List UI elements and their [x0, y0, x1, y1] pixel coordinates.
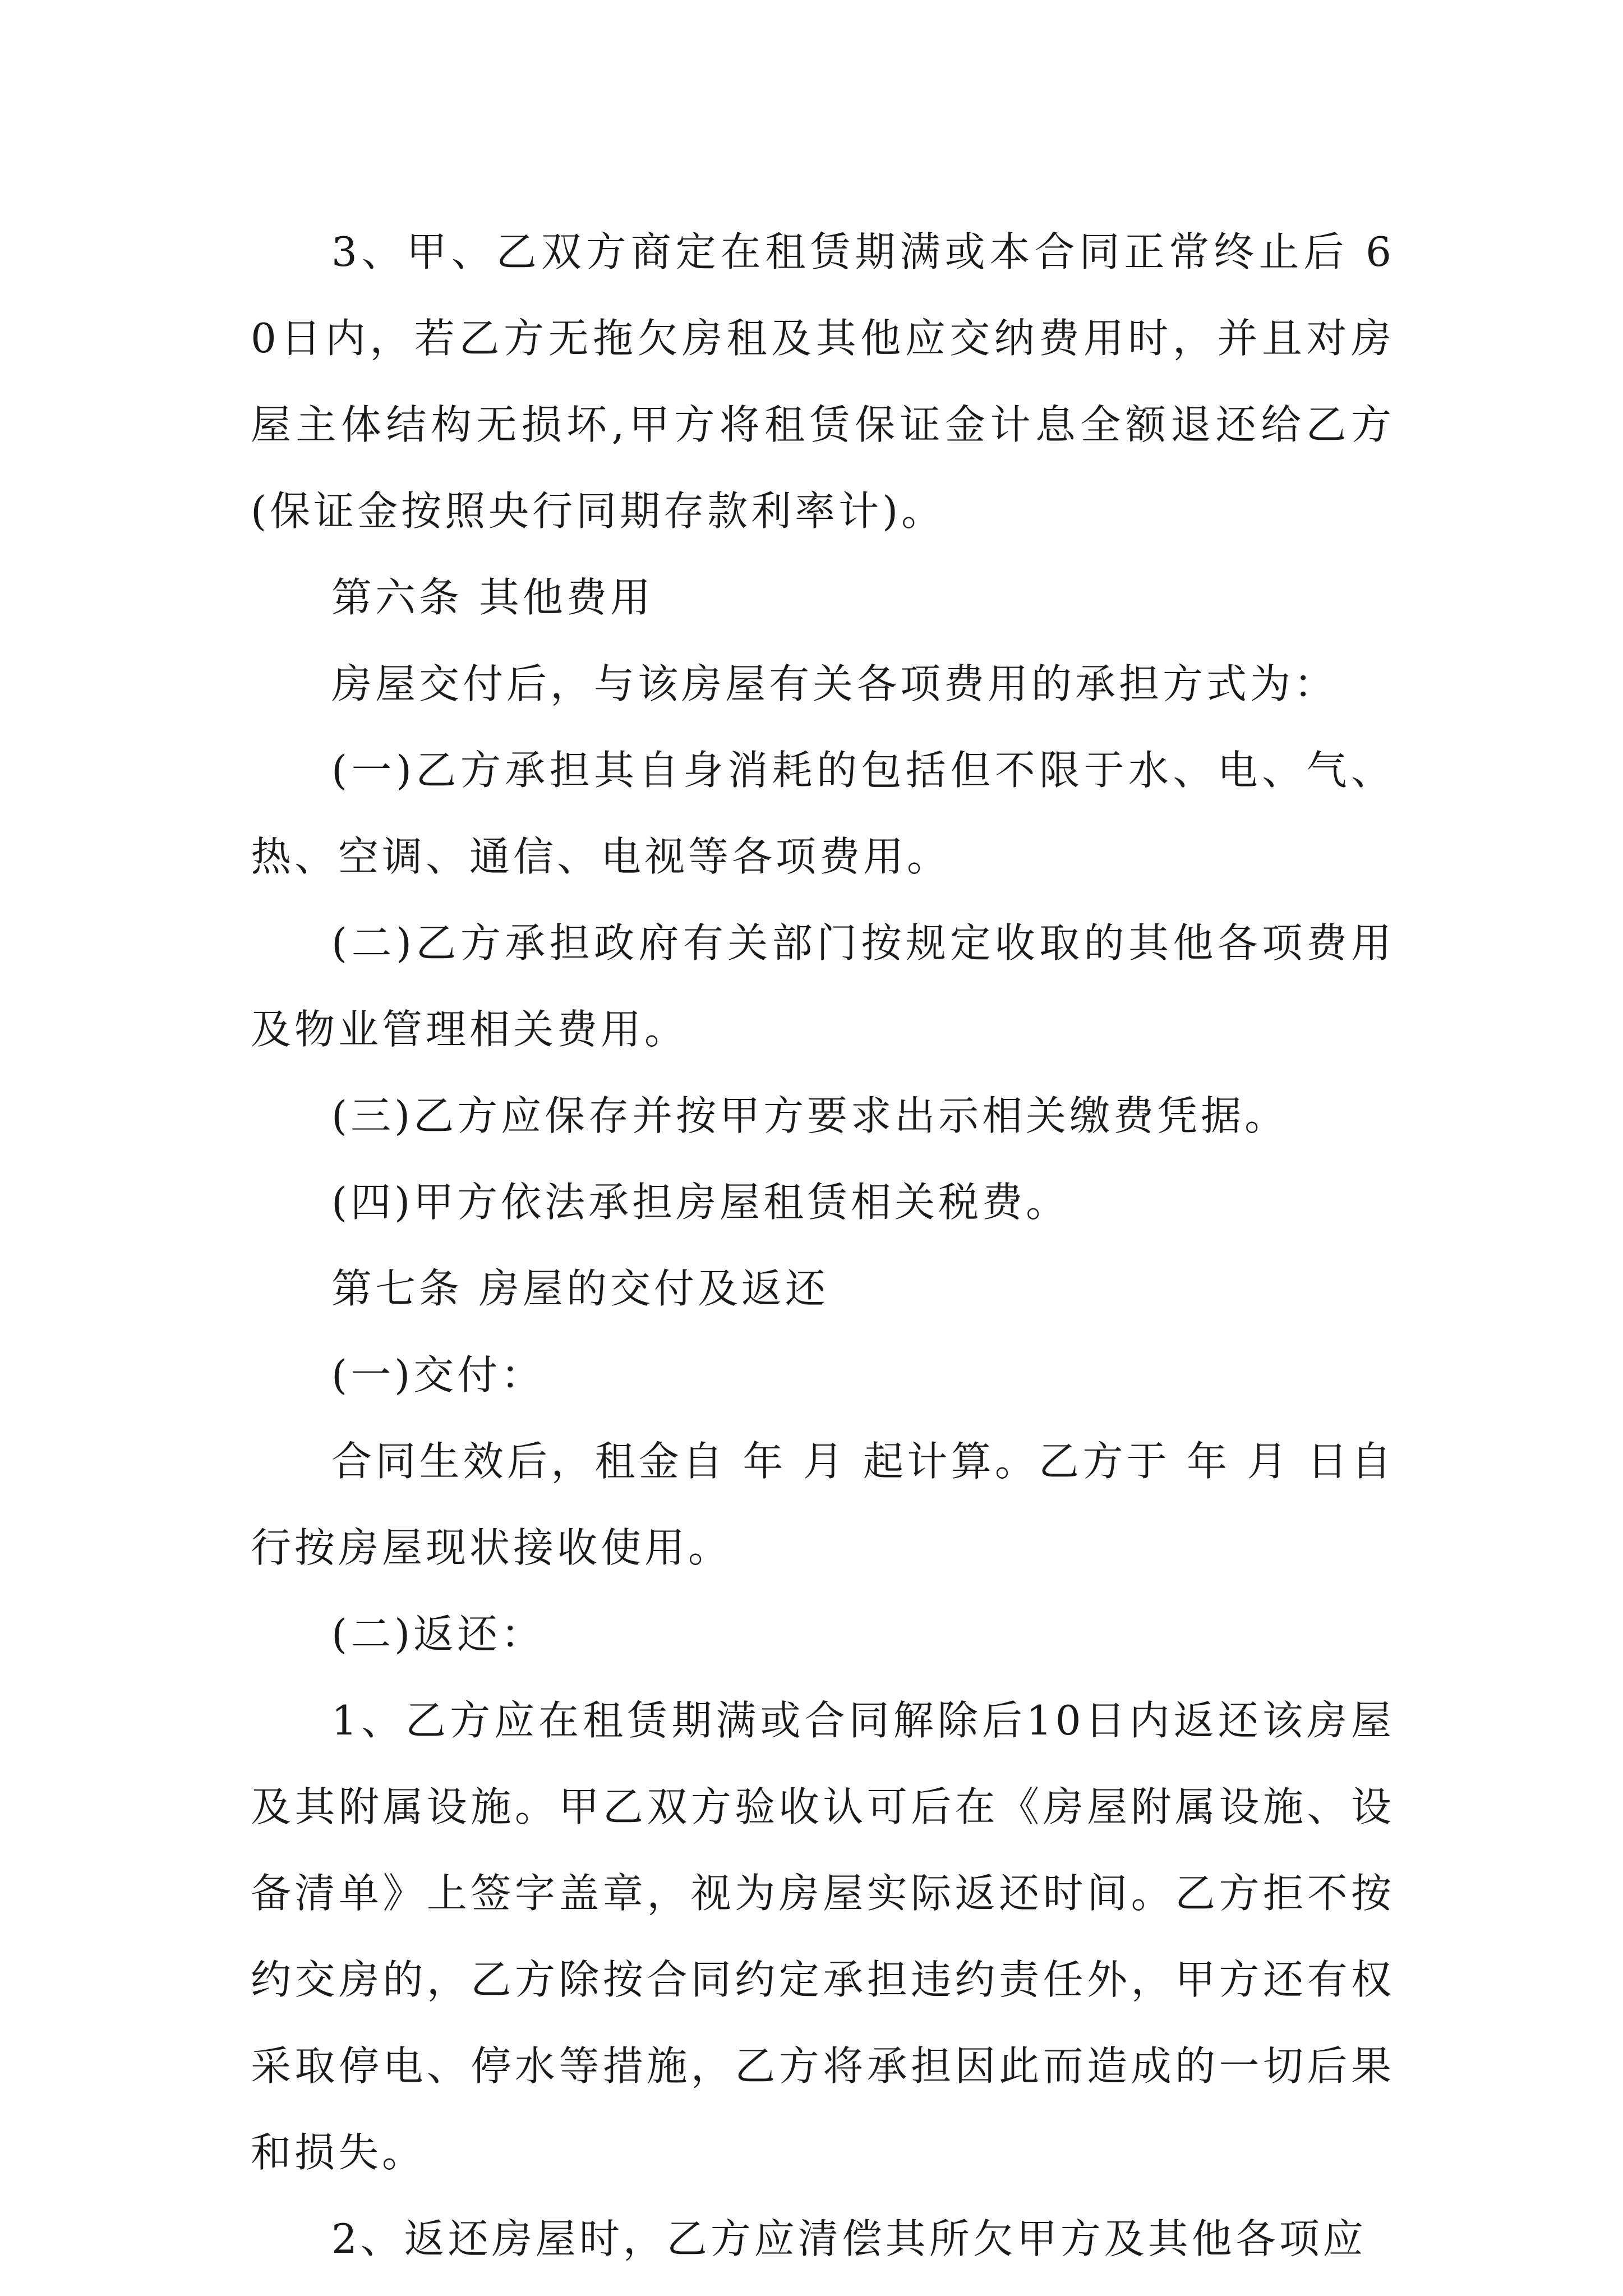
subheading-return: (二)返还： — [331, 1611, 545, 1658]
paragraph-fee-item-2: (二)乙方承担政府有关部门按规定收取的其他各项费用及物业管理相关费用。 — [251, 919, 1395, 1053]
paragraph-fee-item-4: (四)甲方依法承担房屋租赁相关税费。 — [331, 1179, 1070, 1226]
contract-body — [251, 209, 1395, 2282]
paragraph-fee-item-3: (三)乙方应保存并按甲方要求出示相关缴费凭据。 — [331, 1092, 1289, 1139]
heading-article-7: 第七条 房屋的交付及返还 — [331, 1265, 829, 1312]
paragraph-return-item-1: 1、乙方应在租赁期满或合同解除后10日内返还该房屋及其附属设施。甲乙双方验收认可后在《房屋附属设施、设备清单》上签字盖章，视为房屋实际返还时间。乙方拒不按约交房的，乙方除按合同约定承担违约责任外，甲方还有权采取停电、停水等措施，乙方将承担因此而造成的一切后果和损失。 — [251, 1697, 1395, 2176]
heading-article-6: 第六条 其他费用 — [331, 574, 654, 621]
paragraph-fee-intro: 房屋交付后，与该房屋有关各项费用的承担方式为： — [331, 660, 1338, 707]
subheading-delivery: (一)交付： — [331, 1351, 545, 1398]
paragraph-fee-item-1: (一)乙方承担其自身消耗的包括但不限于水、电、气、热、空调、通信、电视等各项费用。 — [251, 747, 1395, 880]
paragraph-delivery-terms: 合同生效后，租金自 年 月 起计算。乙方于 年 月 日自行按房屋现状接收使用。 — [251, 1438, 1395, 1571]
paragraph-deposit-refund: 3、甲、乙双方商定在租赁期满或本合同正常终止后 60日内，若乙方无拖欠房租及其他应交纳费用时，并且对房屋主体结构无损坏,甲方将租赁保证金计息全额退还给乙方(保证金按照央行同期存款利率计)。 — [251, 228, 1395, 535]
paragraph-return-item-2: 2、返还房屋时，乙方应清偿其所欠甲方及其他各项应 — [331, 2215, 1367, 2262]
